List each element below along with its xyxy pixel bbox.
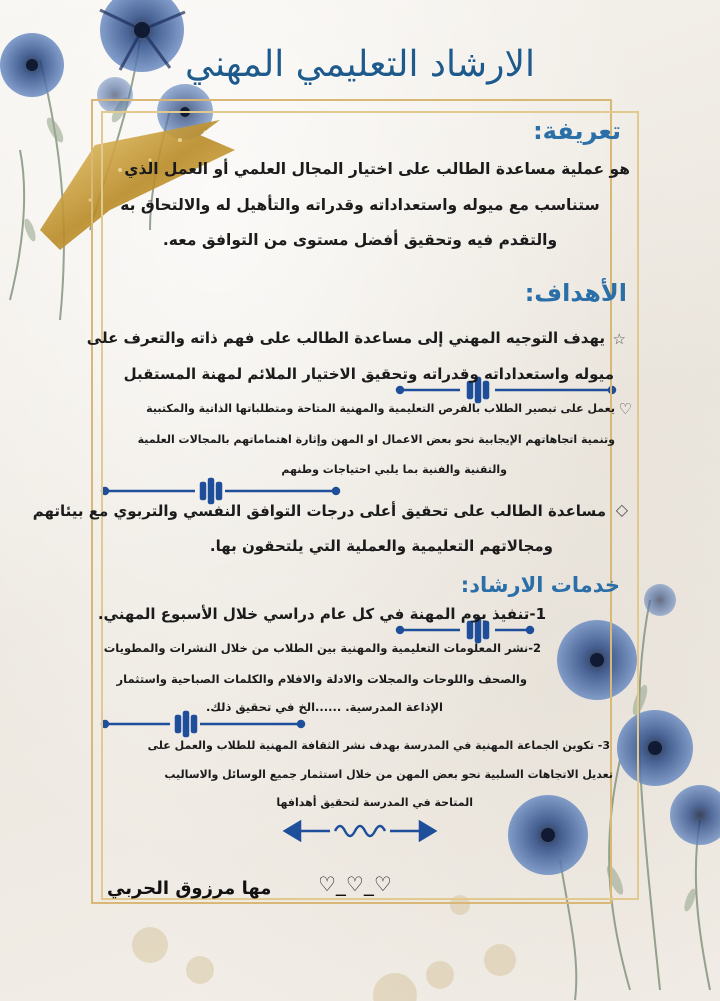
heart-icon: ♡: [618, 400, 632, 418]
goal-line: ومجالاتهم التعليمية والعملية التي يلتحقون بها.: [209, 537, 553, 555]
goal-line: وتنمية اتجاهاتهم الإيجابية نحو بعض الاعمال او المهن وإثارة اهتماماتهم بالمجالات العلمية: [137, 433, 615, 446]
service-line: 1-تنفيذ يوم المهنة في كل عام دراسي خلال الأسبوع المهني.: [97, 605, 546, 623]
diamond-icon: ◇: [615, 500, 628, 519]
author-name: مها مرزوق الحربي: [107, 878, 272, 899]
definition-line: هو عملية مساعدة الطالب على اختيار المجال العلمي أو العمل الذي: [124, 160, 630, 178]
definition-heading: تعريفة:: [533, 117, 621, 145]
definition-line: ستناسب مع ميوله واستعداداته وقدراته والتأهيل له والالتحاق به: [120, 196, 600, 214]
service-line: تعديل الاتجاهات السلبية نحو بعض المهن من خلال استثمار جميع الوسائل والاساليب: [164, 768, 613, 781]
flower-icon: [670, 785, 720, 845]
star-icon: ☆: [612, 330, 626, 348]
goal-line: ميوله واستعداداته وقدراته وتحقيق الاختيار الملائم لمهنة المستقبل: [123, 365, 614, 383]
heart-icon: ♡_♡_♡: [318, 872, 392, 896]
service-line: 2-نشر المعلومات التعليمية والمهنية بين الطلاب من خلال النشرات والمطويات: [103, 641, 541, 655]
goal-line: يهدف التوجيه المهني إلى مساعدة الطالب على فهم ذاته والتعرف على: [86, 329, 605, 347]
service-line: 3- تكوين الجماعة المهنية في المدرسة بهدف نشر الثقافة المهنية للطلاب والعمل على: [147, 739, 610, 752]
goal-line: مساعدة الطالب على تحقيق أعلى درجات التوافق النفسي والتربوي مع بيئاتهم: [32, 502, 606, 520]
goals-heading: الأهداف:: [524, 279, 627, 307]
page-title: الارشاد التعليمي المهني: [184, 44, 535, 85]
service-line: المتاحة في المدرسة لتحقيق أهدافها: [276, 796, 473, 809]
goal-line: والتقنية والفنية بما يلبي احتياجات وطنهم: [281, 463, 507, 476]
service-line: والصحف واللوحات والمجلات والادلة والافلام والكلمات الصباحية واستثمار: [116, 672, 527, 686]
service-line: الإذاعة المدرسية. ......الخ في تحقيق ذلك.: [206, 700, 443, 714]
flower-icon: [644, 584, 676, 616]
definition-line: والتقدم فيه وتحقيق أفضل مستوى من التوافق معه.: [162, 231, 558, 249]
services-heading: خدمات الارشاد:: [460, 573, 620, 597]
goal-line: يعمل على تبصير الطلاب بالفرص التعليمية والمهنية المتاحة ومتطلباتها الذاتية والمكتبية: [146, 402, 615, 415]
